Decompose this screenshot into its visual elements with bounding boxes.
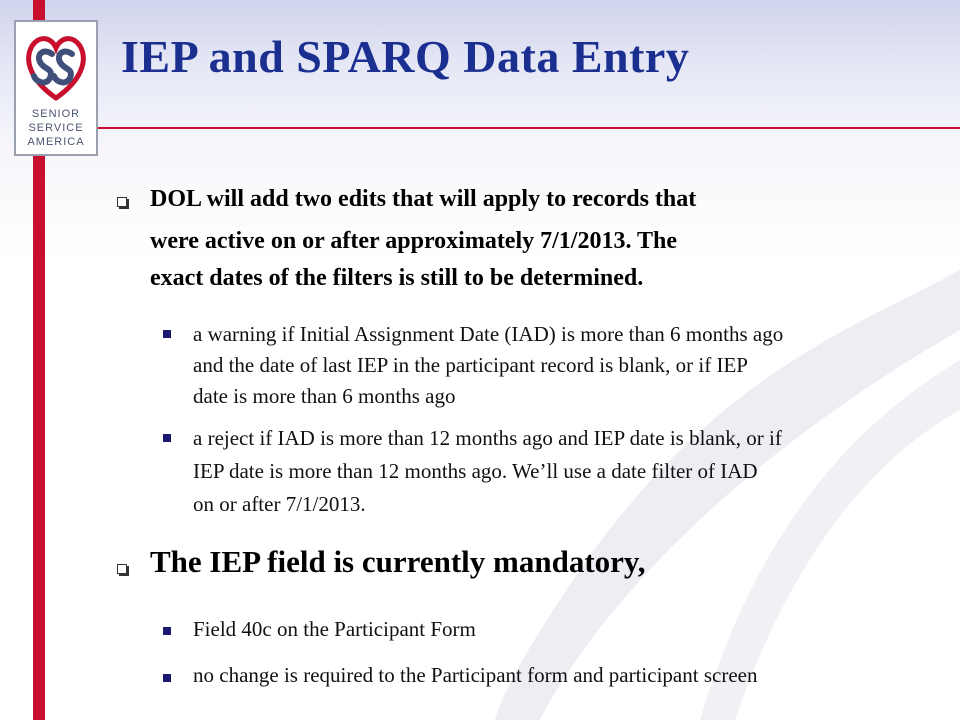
checkbox-bullet-icon [117,564,127,574]
senior-service-america-logo [14,20,98,156]
subbullet-2-line-2: IEP date is more than 12 months ago. We’ll use a date filter of IAD [193,459,758,483]
logo-text-senior: SENIOR [31,108,81,120]
square-bullet-icon [163,330,171,338]
subbullet-3-text: Field 40c on the Participant Form [193,617,476,641]
heart-ss-icon [22,30,90,104]
square-bullet-icon [163,627,171,635]
subbullet-1-line-3: date is more than 6 months ago [193,384,456,408]
subbullet-1-line-2: and the date of last IEP in the participant record is blank, or if IEP [193,353,748,377]
logo-text-service: SERVICE [28,122,84,134]
bullet-1-line-1: DOL will add two edits that will apply to records that [150,186,697,212]
square-bullet-icon [163,674,171,682]
bullet-1-line-3: exact dates of the filters is still to be determined. [150,265,644,291]
subbullet-2-line-3: on or after 7/1/2013. [193,492,366,516]
subbullet-1-line-1: a warning if Initial Assignment Date (IAD) is more than 6 months ago [193,322,784,346]
logo-text-america: AMERICA [27,136,85,148]
title-underline [45,127,960,129]
square-bullet-icon [163,434,171,442]
page-title: IEP and SPARQ Data Entry [121,31,690,82]
subbullet-4-text: no change is required to the Participant form and participant screen [193,663,758,687]
bullet-1-line-2: were active on or after approximately 7/1/2013. The [150,228,678,254]
checkbox-bullet-icon [117,197,127,207]
bullet-2-heading: The IEP field is currently mandatory, [150,544,646,579]
subbullet-2-line-1: a reject if IAD is more than 12 months ago and IEP date is blank, or if [193,426,782,450]
